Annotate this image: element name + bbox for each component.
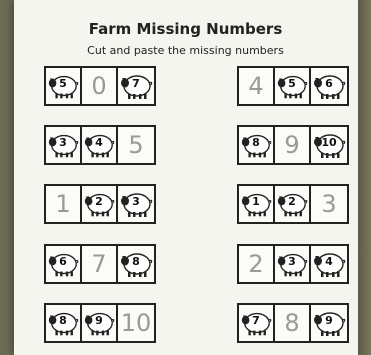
pig-number-label: 10 <box>321 136 337 149</box>
number-strip-row3-right <box>237 184 349 224</box>
pig-number-label: 2 <box>288 195 296 208</box>
handwritten-number: 8 <box>284 309 300 337</box>
pig-number-cell <box>82 305 118 341</box>
handwritten-number: 10 <box>120 309 152 337</box>
number-strip-row4-left <box>44 244 156 284</box>
pig-number-cell <box>239 127 275 163</box>
pig-number-label: 4 <box>325 255 333 268</box>
pig-number-cell <box>275 68 311 104</box>
pig-number-cell <box>46 127 82 163</box>
number-strip-row1-right <box>237 66 349 106</box>
pig-number-cell <box>311 68 347 104</box>
handwritten-number: 7 <box>91 250 107 278</box>
handwritten-number-cell <box>311 186 347 222</box>
pig-number-cell <box>239 305 275 341</box>
handwritten-number-cell <box>239 68 275 104</box>
pig-number-label: 8 <box>132 255 140 268</box>
handwritten-number-cell <box>46 186 82 222</box>
handwritten-number-cell <box>275 127 311 163</box>
pig-number-label: 2 <box>95 195 103 208</box>
pig-number-label: 5 <box>59 77 67 90</box>
pig-number-cell <box>118 186 154 222</box>
number-strip-row2-left <box>44 125 156 165</box>
pig-number-cell <box>275 246 311 282</box>
pig-number-cell <box>46 246 82 282</box>
pig-number-label: 3 <box>59 136 67 149</box>
pig-number-label: 7 <box>132 77 140 90</box>
pig-number-label: 5 <box>288 77 296 90</box>
pig-number-label: 9 <box>325 314 333 327</box>
number-strip-row3-left <box>44 184 156 224</box>
pig-number-label: 6 <box>59 255 67 268</box>
number-strip-row1-left <box>44 66 156 106</box>
pig-number-cell <box>239 186 275 222</box>
pig-number-label: 8 <box>59 314 67 327</box>
handwritten-number-cell <box>239 246 275 282</box>
number-strip-row5-right <box>237 303 349 343</box>
handwritten-number-cell <box>82 68 118 104</box>
page-subtitle: Cut and paste the missing numbers <box>87 44 284 57</box>
number-strip-row5-left <box>44 303 156 343</box>
handwritten-number-cell <box>118 127 154 163</box>
handwritten-number: 1 <box>55 190 71 218</box>
pig-number-cell <box>311 246 347 282</box>
pig-number-label: 4 <box>95 136 103 149</box>
pig-number-cell <box>118 246 154 282</box>
pig-number-label: 6 <box>325 77 333 90</box>
pig-number-label: 9 <box>95 314 103 327</box>
pig-number-cell <box>46 68 82 104</box>
pig-number-label: 7 <box>252 314 260 327</box>
pig-number-cell <box>82 127 118 163</box>
pig-number-cell <box>311 305 347 341</box>
handwritten-number: 0 <box>91 72 107 100</box>
pig-number-cell <box>46 305 82 341</box>
pig-number-label: 1 <box>252 195 260 208</box>
pig-number-cell <box>118 68 154 104</box>
pig-number-label: 8 <box>252 136 260 149</box>
pig-number-label: 3 <box>288 255 296 268</box>
handwritten-number-cell <box>82 246 118 282</box>
handwritten-number: 2 <box>248 250 264 278</box>
page-title: Farm Missing Numbers <box>88 20 283 38</box>
pig-number-cell <box>275 186 311 222</box>
pig-number-label: 3 <box>132 195 140 208</box>
handwritten-number: 5 <box>128 131 144 159</box>
handwritten-number: 3 <box>321 190 337 218</box>
pig-number-cell <box>82 186 118 222</box>
number-strip-row2-right <box>237 125 349 165</box>
pig-number-cell <box>311 127 347 163</box>
handwritten-number: 9 <box>284 131 300 159</box>
number-strip-row4-right <box>237 244 349 284</box>
handwritten-number: 4 <box>248 72 264 100</box>
handwritten-number-cell <box>275 305 311 341</box>
handwritten-number-cell <box>118 305 154 341</box>
